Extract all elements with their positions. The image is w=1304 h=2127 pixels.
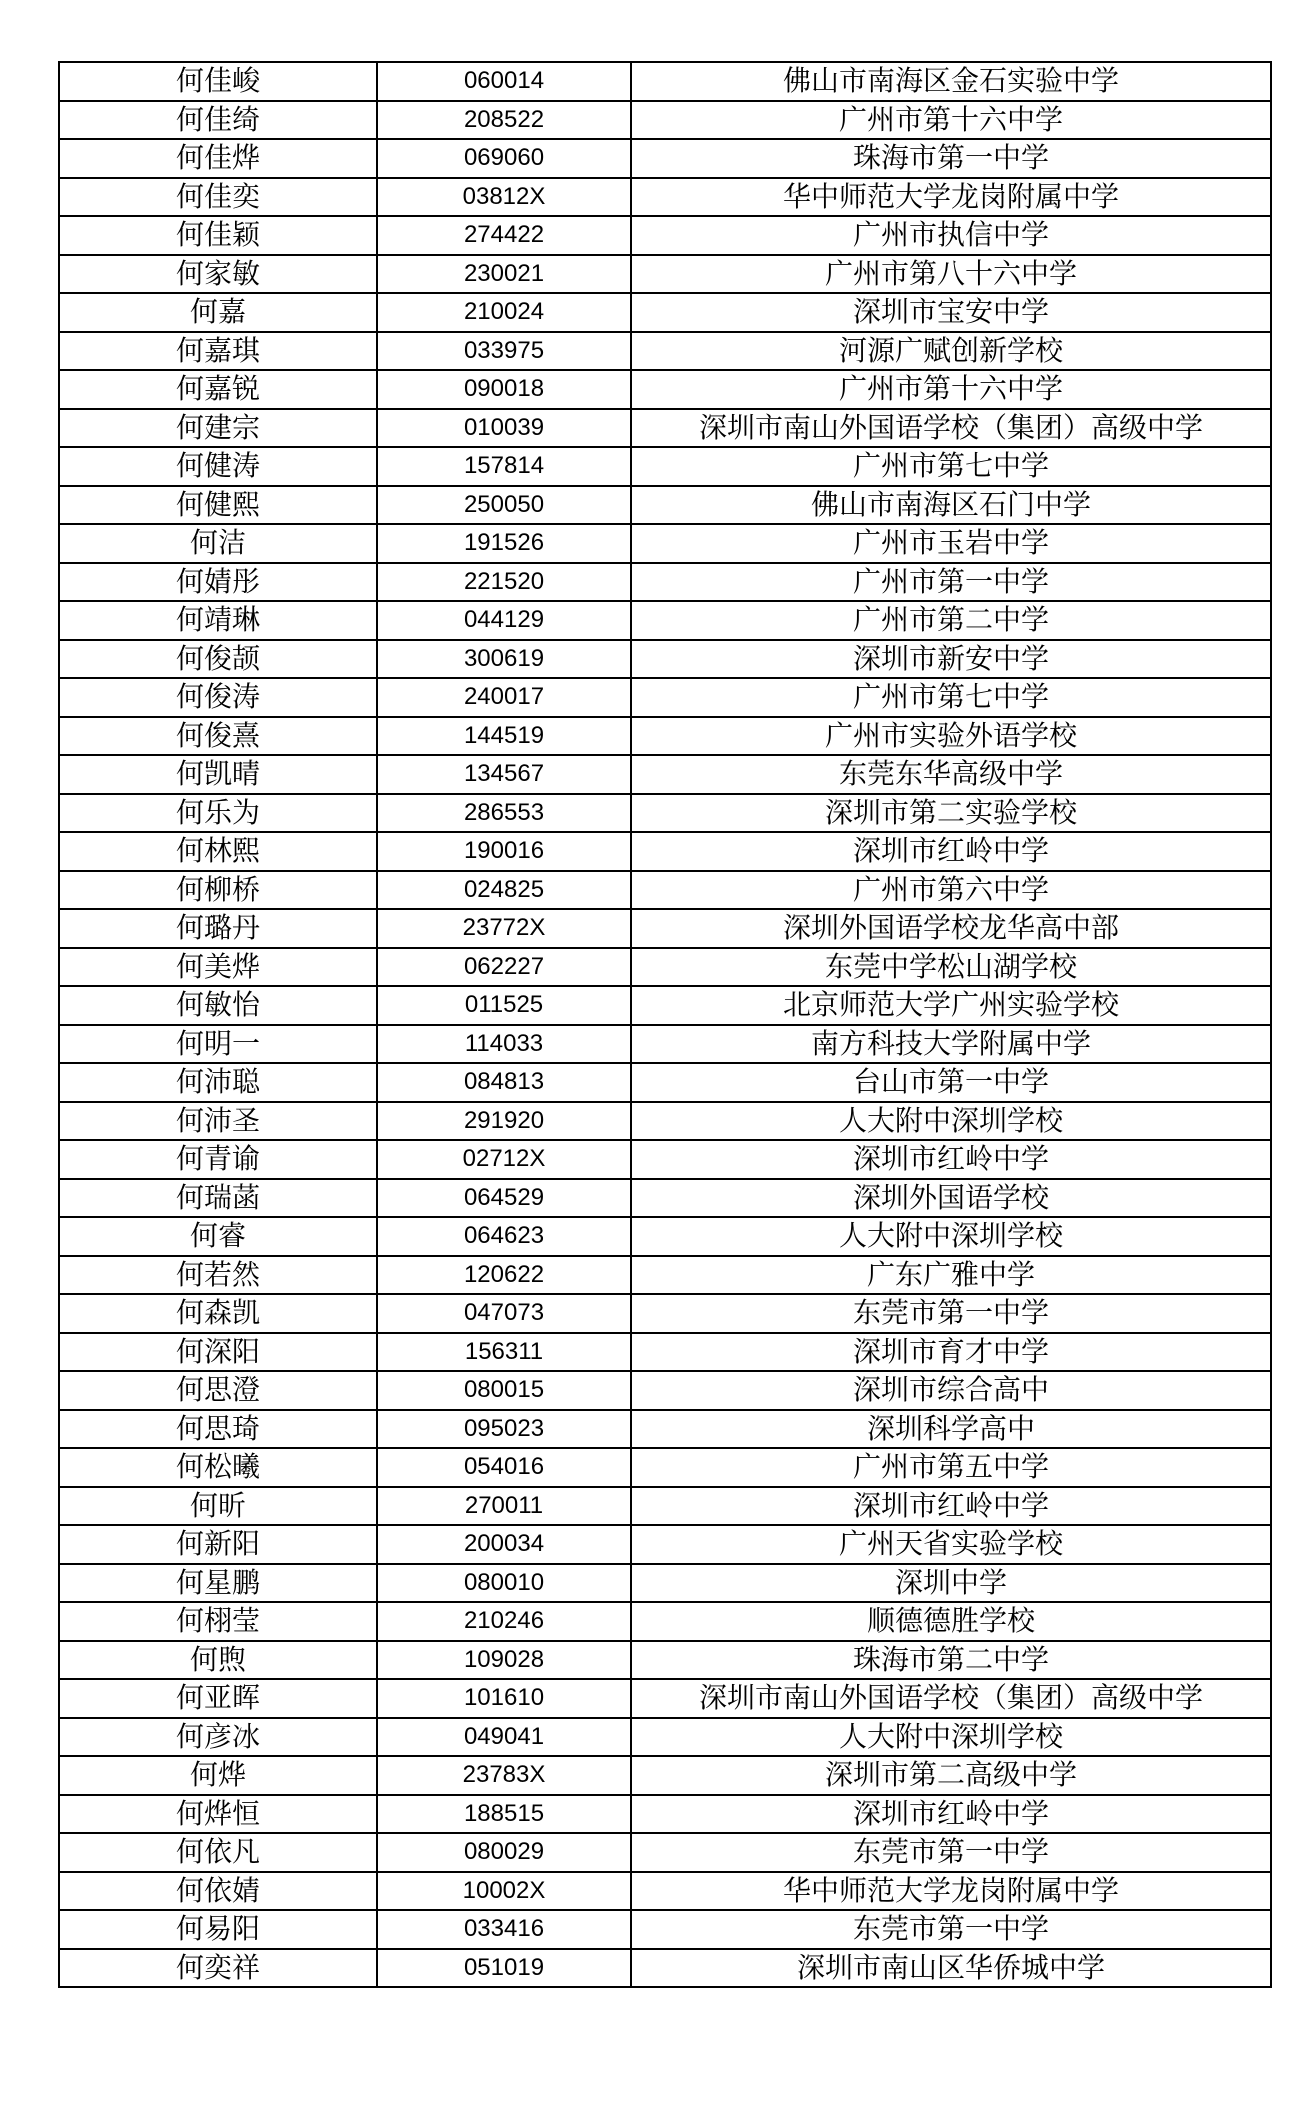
table-row <box>59 293 1271 332</box>
school-cell: 人大附中深圳学校 <box>631 1217 1271 1256</box>
school-cell: 深圳市第二实验学校 <box>631 794 1271 833</box>
id-cell: 200034 <box>377 1525 631 1564</box>
table-row <box>59 1602 1271 1641</box>
table-row <box>59 409 1271 448</box>
id-cell: 191526 <box>377 524 631 563</box>
id-cell: 064623 <box>377 1217 631 1256</box>
id-cell: 210024 <box>377 293 631 332</box>
table-row <box>59 370 1271 409</box>
table-row <box>59 1756 1271 1795</box>
school-cell: 人大附中深圳学校 <box>631 1718 1271 1757</box>
school-cell: 台山市第一中学 <box>631 1063 1271 1102</box>
id-cell: 156311 <box>377 1333 631 1372</box>
table-row <box>59 524 1271 563</box>
name-cell: 何瑞菡 <box>59 1179 377 1218</box>
school-cell: 佛山市南海区石门中学 <box>631 486 1271 525</box>
table-row <box>59 1679 1271 1718</box>
id-cell: 033416 <box>377 1910 631 1949</box>
school-cell: 深圳市第二高级中学 <box>631 1756 1271 1795</box>
name-cell: 何依婧 <box>59 1872 377 1911</box>
name-cell: 何佳峻 <box>59 62 377 101</box>
name-cell: 何健熙 <box>59 486 377 525</box>
table-row <box>59 871 1271 910</box>
school-cell: 广州市第二中学 <box>631 601 1271 640</box>
school-cell: 深圳科学高中 <box>631 1410 1271 1449</box>
name-cell: 何睿 <box>59 1217 377 1256</box>
table-row <box>59 332 1271 371</box>
name-cell: 何佳颖 <box>59 216 377 255</box>
table-row <box>59 986 1271 1025</box>
school-cell: 广州市实验外语学校 <box>631 717 1271 756</box>
id-cell: 047073 <box>377 1294 631 1333</box>
name-cell: 何林熙 <box>59 832 377 871</box>
table-row <box>59 1063 1271 1102</box>
school-cell: 广东广雅中学 <box>631 1256 1271 1295</box>
id-cell: 210246 <box>377 1602 631 1641</box>
school-cell: 深圳市红岭中学 <box>631 832 1271 871</box>
name-cell: 何彦冰 <box>59 1718 377 1757</box>
name-cell: 何松曦 <box>59 1448 377 1487</box>
id-cell: 23772X <box>377 909 631 948</box>
id-cell: 060014 <box>377 62 631 101</box>
school-cell: 东莞东华高级中学 <box>631 755 1271 794</box>
id-cell: 221520 <box>377 563 631 602</box>
school-cell: 广州市第六中学 <box>631 871 1271 910</box>
name-cell: 何柳桥 <box>59 871 377 910</box>
name-cell: 何俊颉 <box>59 640 377 679</box>
school-cell: 东莞市第一中学 <box>631 1833 1271 1872</box>
table-row <box>59 1641 1271 1680</box>
school-cell: 广州市第七中学 <box>631 678 1271 717</box>
school-cell: 深圳市南山区华侨城中学 <box>631 1949 1271 1988</box>
school-cell: 深圳市南山外国语学校（集团）高级中学 <box>631 1679 1271 1718</box>
school-cell: 深圳市育才中学 <box>631 1333 1271 1372</box>
table-row <box>59 717 1271 756</box>
school-cell: 北京师范大学广州实验学校 <box>631 986 1271 1025</box>
id-cell: 120622 <box>377 1256 631 1295</box>
name-cell: 何俊涛 <box>59 678 377 717</box>
table-row <box>59 1448 1271 1487</box>
school-cell: 广州天省实验学校 <box>631 1525 1271 1564</box>
school-cell: 深圳市红岭中学 <box>631 1140 1271 1179</box>
name-cell: 何星鹏 <box>59 1564 377 1603</box>
school-cell: 广州市第十六中学 <box>631 101 1271 140</box>
table-row <box>59 678 1271 717</box>
table-row <box>59 948 1271 987</box>
name-cell: 何依凡 <box>59 1833 377 1872</box>
name-cell: 何健涛 <box>59 447 377 486</box>
name-cell: 何佳绮 <box>59 101 377 140</box>
name-cell: 何新阳 <box>59 1525 377 1564</box>
school-cell: 东莞市第一中学 <box>631 1294 1271 1333</box>
table-row <box>59 1949 1271 1988</box>
id-cell: 049041 <box>377 1718 631 1757</box>
name-cell: 何昕 <box>59 1487 377 1526</box>
id-cell: 300619 <box>377 640 631 679</box>
table-row <box>59 794 1271 833</box>
id-cell: 291920 <box>377 1102 631 1141</box>
table-row <box>59 1140 1271 1179</box>
table-row <box>59 62 1271 101</box>
table-row <box>59 1525 1271 1564</box>
id-cell: 069060 <box>377 139 631 178</box>
student-table <box>58 61 1272 1988</box>
name-cell: 何烨 <box>59 1756 377 1795</box>
name-cell: 何明一 <box>59 1025 377 1064</box>
id-cell: 024825 <box>377 871 631 910</box>
table-row <box>59 1910 1271 1949</box>
table-row <box>59 1410 1271 1449</box>
school-cell: 深圳市红岭中学 <box>631 1795 1271 1834</box>
table-row <box>59 1564 1271 1603</box>
name-cell: 何洁 <box>59 524 377 563</box>
id-cell: 062227 <box>377 948 631 987</box>
table-row <box>59 1256 1271 1295</box>
school-cell: 广州市第十六中学 <box>631 370 1271 409</box>
school-cell: 珠海市第二中学 <box>631 1641 1271 1680</box>
name-cell: 何佳烨 <box>59 139 377 178</box>
table-row <box>59 1371 1271 1410</box>
school-cell: 佛山市南海区金石实验中学 <box>631 62 1271 101</box>
id-cell: 02712X <box>377 1140 631 1179</box>
table-row <box>59 447 1271 486</box>
name-cell: 何奕祥 <box>59 1949 377 1988</box>
id-cell: 084813 <box>377 1063 631 1102</box>
name-cell: 何璐丹 <box>59 909 377 948</box>
name-cell: 何若然 <box>59 1256 377 1295</box>
id-cell: 114033 <box>377 1025 631 1064</box>
id-cell: 080029 <box>377 1833 631 1872</box>
name-cell: 何沛聪 <box>59 1063 377 1102</box>
id-cell: 274422 <box>377 216 631 255</box>
table-row <box>59 832 1271 871</box>
school-cell: 深圳中学 <box>631 1564 1271 1603</box>
name-cell: 何烨恒 <box>59 1795 377 1834</box>
table-row <box>59 1179 1271 1218</box>
school-cell: 广州市第五中学 <box>631 1448 1271 1487</box>
id-cell: 101610 <box>377 1679 631 1718</box>
school-cell: 华中师范大学龙岗附属中学 <box>631 178 1271 217</box>
name-cell: 何佳奕 <box>59 178 377 217</box>
id-cell: 188515 <box>377 1795 631 1834</box>
school-cell: 广州市第八十六中学 <box>631 255 1271 294</box>
name-cell: 何森凯 <box>59 1294 377 1333</box>
table-row <box>59 255 1271 294</box>
school-cell: 华中师范大学龙岗附属中学 <box>631 1872 1271 1911</box>
id-cell: 208522 <box>377 101 631 140</box>
name-cell: 何思澄 <box>59 1371 377 1410</box>
school-cell: 珠海市第一中学 <box>631 139 1271 178</box>
id-cell: 230021 <box>377 255 631 294</box>
id-cell: 286553 <box>377 794 631 833</box>
id-cell: 080010 <box>377 1564 631 1603</box>
table-row <box>59 563 1271 602</box>
name-cell: 何婧彤 <box>59 563 377 602</box>
name-cell: 何思琦 <box>59 1410 377 1449</box>
table-row <box>59 909 1271 948</box>
name-cell: 何乐为 <box>59 794 377 833</box>
school-cell: 广州市执信中学 <box>631 216 1271 255</box>
school-cell: 深圳市综合高中 <box>631 1371 1271 1410</box>
id-cell: 10002X <box>377 1872 631 1911</box>
table-row <box>59 1718 1271 1757</box>
id-cell: 090018 <box>377 370 631 409</box>
school-cell: 深圳市红岭中学 <box>631 1487 1271 1526</box>
table-row <box>59 1833 1271 1872</box>
school-cell: 东莞市第一中学 <box>631 1910 1271 1949</box>
id-cell: 054016 <box>377 1448 631 1487</box>
table-row <box>59 1025 1271 1064</box>
table-row <box>59 178 1271 217</box>
id-cell: 033975 <box>377 332 631 371</box>
name-cell: 何青谕 <box>59 1140 377 1179</box>
name-cell: 何俊熹 <box>59 717 377 756</box>
id-cell: 144519 <box>377 717 631 756</box>
name-cell: 何沛圣 <box>59 1102 377 1141</box>
table-row <box>59 1333 1271 1372</box>
name-cell: 何嘉 <box>59 293 377 332</box>
school-cell: 南方科技大学附属中学 <box>631 1025 1271 1064</box>
table-row <box>59 139 1271 178</box>
id-cell: 240017 <box>377 678 631 717</box>
id-cell: 011525 <box>377 986 631 1025</box>
school-cell: 东莞中学松山湖学校 <box>631 948 1271 987</box>
name-cell: 何嘉琪 <box>59 332 377 371</box>
school-cell: 深圳市南山外国语学校（集团）高级中学 <box>631 409 1271 448</box>
table-row <box>59 1294 1271 1333</box>
id-cell: 044129 <box>377 601 631 640</box>
school-cell: 顺德德胜学校 <box>631 1602 1271 1641</box>
name-cell: 何敏怡 <box>59 986 377 1025</box>
school-cell: 广州市第一中学 <box>631 563 1271 602</box>
table-row <box>59 216 1271 255</box>
id-cell: 03812X <box>377 178 631 217</box>
id-cell: 23783X <box>377 1756 631 1795</box>
name-cell: 何栩莹 <box>59 1602 377 1641</box>
table-row <box>59 1102 1271 1141</box>
table-row <box>59 1217 1271 1256</box>
table-row <box>59 101 1271 140</box>
table-row <box>59 640 1271 679</box>
name-cell: 何煦 <box>59 1641 377 1680</box>
student-table-body <box>59 62 1271 1987</box>
school-cell: 广州市第七中学 <box>631 447 1271 486</box>
name-cell: 何易阳 <box>59 1910 377 1949</box>
table-row <box>59 1487 1271 1526</box>
id-cell: 157814 <box>377 447 631 486</box>
school-cell: 深圳外国语学校 <box>631 1179 1271 1218</box>
name-cell: 何美烨 <box>59 948 377 987</box>
name-cell: 何深阳 <box>59 1333 377 1372</box>
id-cell: 010039 <box>377 409 631 448</box>
school-cell: 人大附中深圳学校 <box>631 1102 1271 1141</box>
name-cell: 何嘉锐 <box>59 370 377 409</box>
name-cell: 何建宗 <box>59 409 377 448</box>
school-cell: 深圳市新安中学 <box>631 640 1271 679</box>
table-row <box>59 1872 1271 1911</box>
school-cell: 深圳外国语学校龙华高中部 <box>631 909 1271 948</box>
school-cell: 深圳市宝安中学 <box>631 293 1271 332</box>
id-cell: 270011 <box>377 1487 631 1526</box>
school-cell: 广州市玉岩中学 <box>631 524 1271 563</box>
id-cell: 064529 <box>377 1179 631 1218</box>
name-cell: 何靖琳 <box>59 601 377 640</box>
id-cell: 095023 <box>377 1410 631 1449</box>
id-cell: 051019 <box>377 1949 631 1988</box>
id-cell: 190016 <box>377 832 631 871</box>
id-cell: 250050 <box>377 486 631 525</box>
school-cell: 河源广赋创新学校 <box>631 332 1271 371</box>
id-cell: 134567 <box>377 755 631 794</box>
id-cell: 109028 <box>377 1641 631 1680</box>
table-row <box>59 486 1271 525</box>
table-row <box>59 755 1271 794</box>
id-cell: 080015 <box>377 1371 631 1410</box>
table-row <box>59 1795 1271 1834</box>
name-cell: 何凯晴 <box>59 755 377 794</box>
table-row <box>59 601 1271 640</box>
name-cell: 何亚晖 <box>59 1679 377 1718</box>
name-cell: 何家敏 <box>59 255 377 294</box>
